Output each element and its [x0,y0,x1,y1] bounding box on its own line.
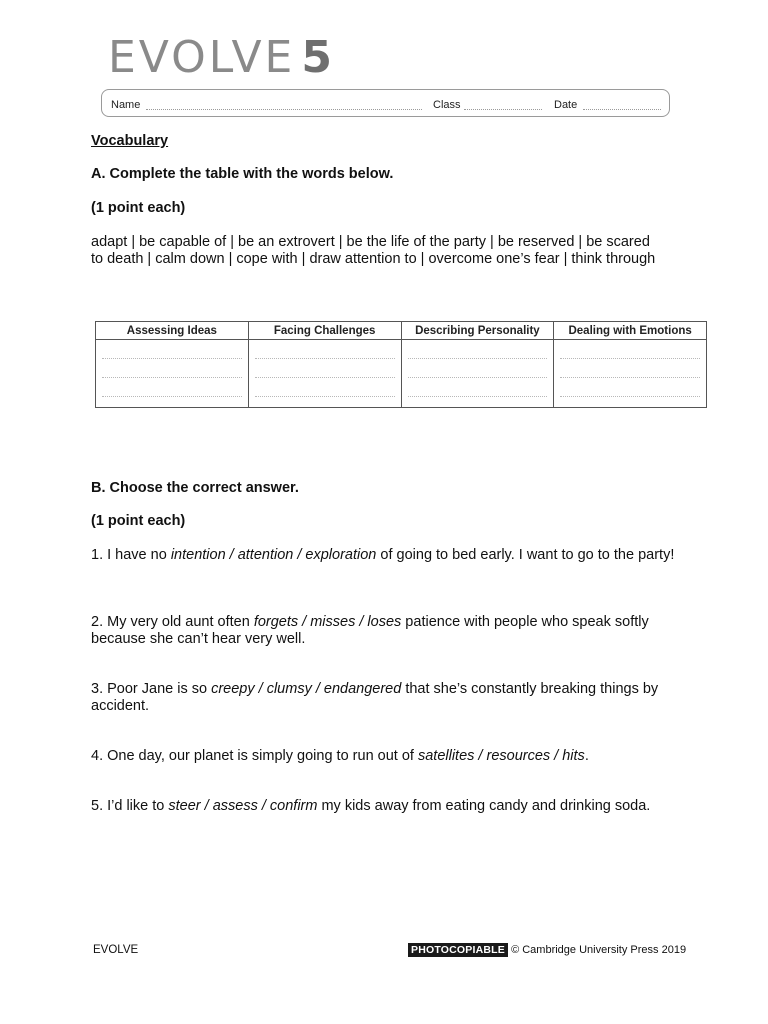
table-header-dealing-with-emotions: Dealing with Emotions [554,322,707,340]
table-cell-facing-challenges[interactable] [248,340,401,408]
name-label: Name [111,99,141,111]
section-a-points: (1 point each) [91,200,186,216]
footer-brand: EVOLVE [93,944,139,956]
class-label: Class [433,99,461,111]
question-5: 5. I’d like to steer / assess / confirm my kids away from eating candy and drinking soda. [91,798,651,814]
table-cell-describing-personality[interactable] [401,340,554,408]
evolve-logo [108,32,335,83]
table-header-assessing-ideas: Assessing Ideas [96,322,249,340]
photocopiable-badge: PHOTOCOPIABLE [408,943,508,957]
table-header-describing-personality: Describing Personality [401,322,554,340]
section-b-instruction: B. Choose the correct answer. [91,480,299,496]
question-1: 1. I have no intention / attention / exploration of going to bed early. I want to go to the party! [91,547,675,563]
logo-level: 5 [301,32,335,83]
class-field[interactable] [464,109,542,110]
student-info-box [101,89,670,117]
section-b-points: (1 point each) [91,513,186,529]
logo-brand: EVOLVE [108,32,296,83]
vocabulary-table [95,321,707,408]
section-heading: Vocabulary [91,133,169,149]
question-2: 2. My very old aunt often forgets / misses / loses patience with people who speak softly because she can’t hear very well. [91,614,649,647]
copyright-text: © Cambridge University Press 2019 [511,944,687,956]
table-cell-assessing-ideas[interactable] [96,340,249,408]
question-5-options[interactable]: steer / assess / confirm [168,798,318,814]
question-1-options[interactable]: intention / attention / exploration [170,547,377,563]
question-4: 4. One day, our planet is simply going to run out of satellites / resources / hits. [91,748,589,764]
table-cell-dealing-with-emotions[interactable] [554,340,707,408]
table-header-facing-challenges: Facing Challenges [248,322,401,340]
question-3-options[interactable]: creepy / clumsy / endangered [211,681,402,697]
word-bank: adapt | be capable of | be an extrovert | be the life of the party | be reserved | be scared to death | calm down | cope with | draw attention to | overcome one’s fear | think through [91,234,656,267]
section-a-instruction: A. Complete the table with the words below. [91,166,394,182]
question-2-options[interactable]: forgets / misses / loses [253,614,402,630]
date-field[interactable] [583,109,661,110]
footer-copyright-block [408,944,686,956]
date-label: Date [554,99,578,111]
question-3: 3. Poor Jane is so creepy / clumsy / endangered that she’s constantly breaking things by accident. [91,681,659,714]
name-field[interactable] [146,109,422,110]
question-4-options[interactable]: satellites / resources / hits [417,748,585,764]
